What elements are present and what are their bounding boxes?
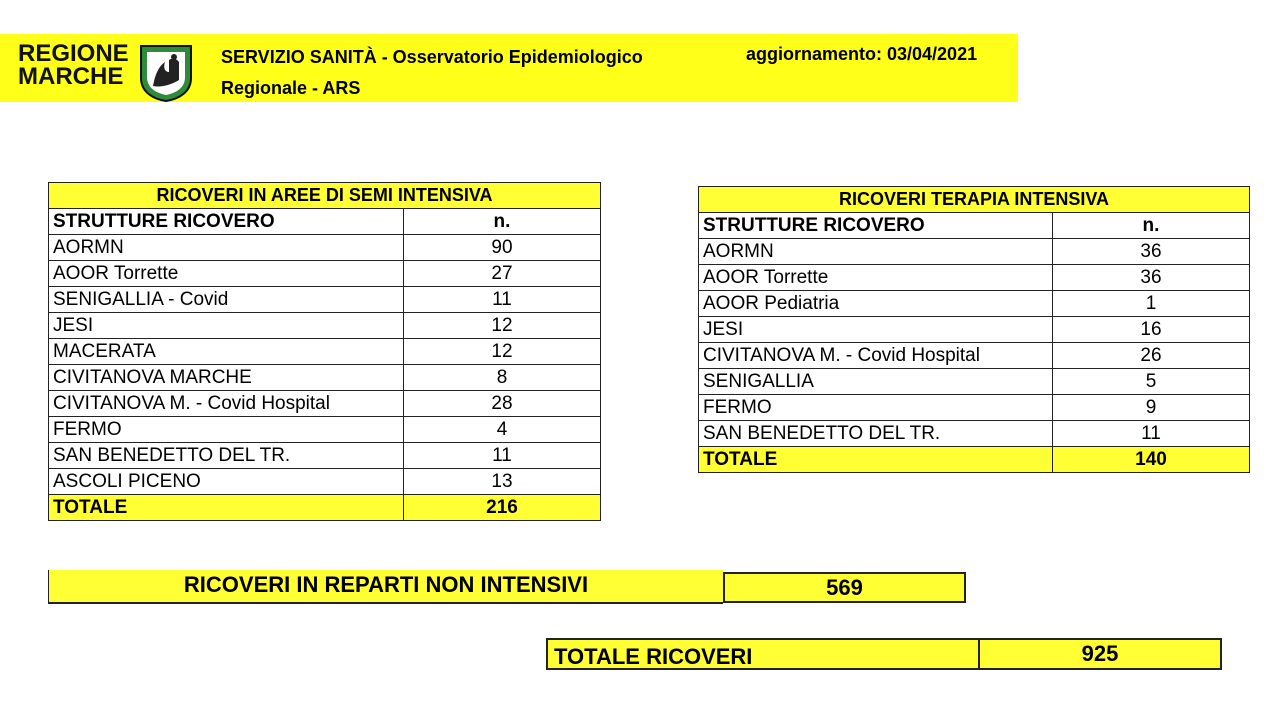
row-value: 1 xyxy=(1053,291,1250,317)
row-value: 16 xyxy=(1053,317,1250,343)
table-row xyxy=(49,417,601,443)
row-value: 11 xyxy=(404,443,601,469)
row-value: 12 xyxy=(404,339,601,365)
row-value: 36 xyxy=(1053,265,1250,291)
table-row xyxy=(49,287,601,313)
row-name: AORMN xyxy=(49,235,404,261)
row-value: 36 xyxy=(1053,239,1250,265)
table-row xyxy=(49,365,601,391)
table-row xyxy=(699,239,1250,265)
total-row xyxy=(49,495,601,521)
update-date: aggiornamento: 03/04/2021 xyxy=(746,44,978,64)
total-label: TOTALE xyxy=(699,447,1053,473)
row-value: 9 xyxy=(1053,395,1250,421)
totale-ricoveri-value: 925 xyxy=(980,638,1222,670)
total-value: 216 xyxy=(404,495,601,521)
row-name: SENIGALLIA - Covid xyxy=(49,287,404,313)
header-title xyxy=(221,42,643,104)
row-name: JESI xyxy=(49,313,404,339)
table-row xyxy=(699,369,1250,395)
terapia-intensiva-table xyxy=(698,186,1250,473)
row-name: FERMO xyxy=(49,417,404,443)
row-value: 8 xyxy=(404,365,601,391)
table-row xyxy=(699,265,1250,291)
table-row xyxy=(49,313,601,339)
non-intensivi-label: RICOVERI IN REPARTI NON INTENSIVI xyxy=(48,570,723,604)
table-row xyxy=(699,317,1250,343)
row-value: 27 xyxy=(404,261,601,287)
table-row xyxy=(699,343,1250,369)
row-name: JESI xyxy=(699,317,1053,343)
total-label: TOTALE xyxy=(49,495,404,521)
table-row xyxy=(49,469,601,495)
table-row xyxy=(49,443,601,469)
table-row xyxy=(49,339,601,365)
header-title-line2: Regionale - ARS xyxy=(221,78,361,98)
row-value: 26 xyxy=(1053,343,1250,369)
table-row xyxy=(699,395,1250,421)
table-title: RICOVERI IN AREE DI SEMI INTENSIVA xyxy=(49,183,601,209)
table-title: RICOVERI TERAPIA INTENSIVA xyxy=(699,187,1250,213)
totale-ricoveri-label: TOTALE RICOVERI xyxy=(546,638,980,670)
row-value: 13 xyxy=(404,469,601,495)
row-name: AOOR Torrette xyxy=(49,261,404,287)
semi-intensiva-table xyxy=(48,182,601,521)
non-intensivi-value: 569 xyxy=(723,572,966,603)
header-title-line1: SERVIZIO SANITÀ - Osservatorio Epidemiologico xyxy=(221,47,643,67)
row-name: SAN BENEDETTO DEL TR. xyxy=(699,421,1053,447)
column-header-n: n. xyxy=(404,209,601,235)
row-value: 4 xyxy=(404,417,601,443)
row-name: SAN BENEDETTO DEL TR. xyxy=(49,443,404,469)
row-name: CIVITANOVA M. - Covid Hospital xyxy=(699,343,1053,369)
row-value: 11 xyxy=(1053,421,1250,447)
row-name: MACERATA xyxy=(49,339,404,365)
logo-line1: REGIONE xyxy=(18,40,129,67)
regione-marche-shield-icon xyxy=(139,44,193,102)
table-row xyxy=(49,261,601,287)
row-name: CIVITANOVA MARCHE xyxy=(49,365,404,391)
regione-marche-logo-text xyxy=(18,42,129,88)
total-value: 140 xyxy=(1053,447,1250,473)
row-name: SENIGALLIA xyxy=(699,369,1053,395)
row-name: ASCOLI PICENO xyxy=(49,469,404,495)
row-value: 11 xyxy=(404,287,601,313)
row-name: AORMN xyxy=(699,239,1053,265)
total-row xyxy=(699,447,1250,473)
row-value: 5 xyxy=(1053,369,1250,395)
table-row xyxy=(49,391,601,417)
header-banner xyxy=(0,34,1018,102)
table-row xyxy=(699,421,1250,447)
column-header-n: n. xyxy=(1053,213,1250,239)
logo-line2: MARCHE xyxy=(18,63,124,90)
row-name: CIVITANOVA M. - Covid Hospital xyxy=(49,391,404,417)
column-header-strutture: STRUTTURE RICOVERO xyxy=(699,213,1053,239)
row-value: 28 xyxy=(404,391,601,417)
row-name: AOOR Pediatria xyxy=(699,291,1053,317)
table-row xyxy=(699,291,1250,317)
row-value: 90 xyxy=(404,235,601,261)
table-row xyxy=(49,235,601,261)
column-header-strutture: STRUTTURE RICOVERO xyxy=(49,209,404,235)
row-name: FERMO xyxy=(699,395,1053,421)
row-name: AOOR Torrette xyxy=(699,265,1053,291)
row-value: 12 xyxy=(404,313,601,339)
